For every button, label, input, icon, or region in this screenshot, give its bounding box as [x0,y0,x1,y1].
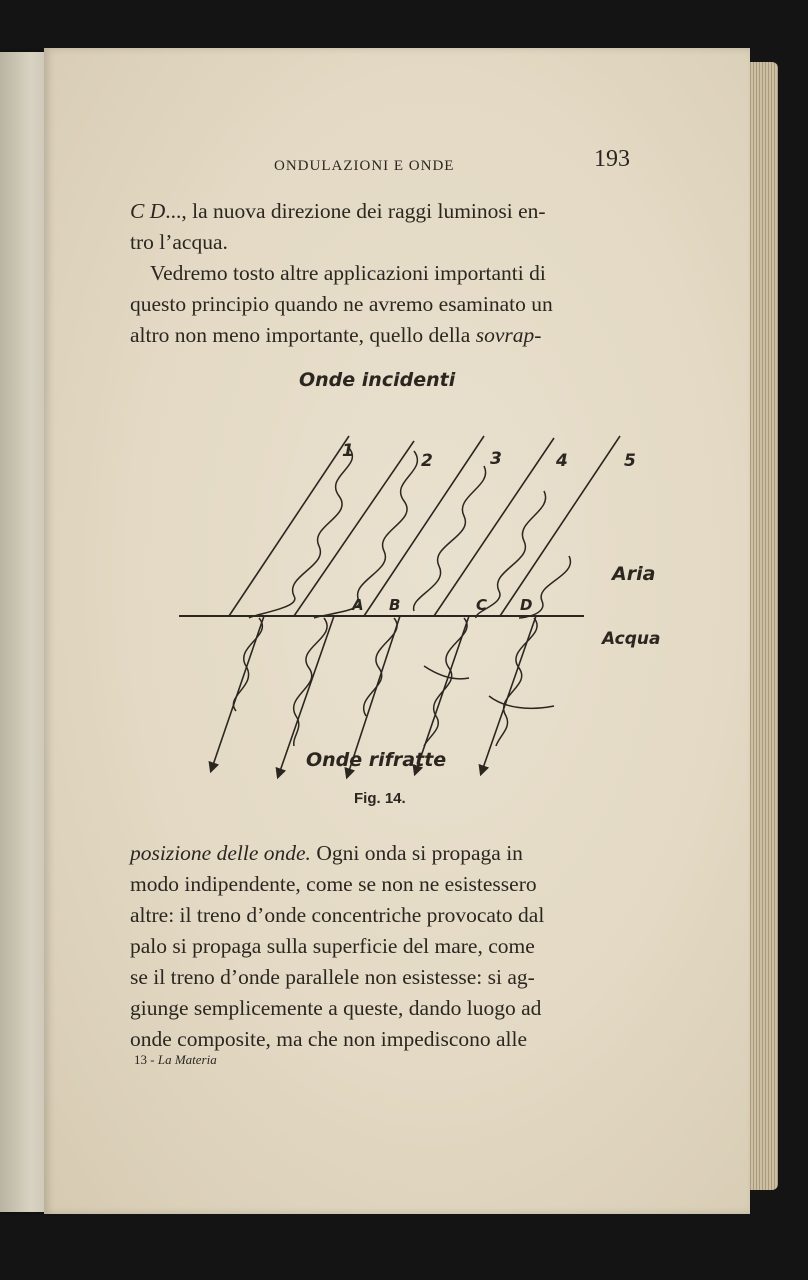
incident-wave [249,448,352,618]
incident-ray-1 [229,436,349,616]
refracted-wave [496,618,537,746]
text-line: modo indipendente, come se non ne esistessero [130,872,537,896]
text-line: questo principio quando ne avremo esaminato un [130,292,553,316]
incident-ray-2 [294,441,414,616]
text-line: altre: il treno d’onde concentriche provocato dal [130,903,545,927]
top-paragraph [130,196,630,351]
text-span: altro non meno importante, quello della [130,323,476,347]
text-line: se il treno d’onde parallele non esistesse: si ag- [130,965,535,989]
page-number: 193 [594,146,630,172]
text-line [130,838,630,869]
text-line: tro l’acqua. [130,230,228,254]
text-line: onde composite, ma che non impediscono alle [130,1027,528,1051]
italic-text: posizione delle onde. [130,841,311,865]
point-label-a: A [352,596,364,614]
refraction-diagram [124,356,661,776]
label-water: Acqua [602,629,661,649]
label-air: Aria [612,563,656,585]
ray-number-3: 3 [490,449,502,469]
footer-title: La Materia [157,1052,217,1067]
text-line: giunge semplicemente a queste, dando luogo ad [130,996,542,1020]
text-line: Vedremo tosto altre applicazioni importanti di [150,261,546,285]
text-span: Ogni onda si propaga in [310,841,523,865]
wavefront-arc [424,666,469,679]
refracted-ray-4 [416,616,469,771]
incident-wave [314,451,417,618]
ray-number-1: 1 [342,441,354,461]
book-page [44,48,750,1214]
italic-text: C D [130,199,166,223]
figure-caption: Fig. 14. [354,790,406,807]
refracted-wave [364,618,397,716]
page-footer [134,1052,217,1068]
running-head: ONDULAZIONI E ONDE [274,158,455,174]
text-line [130,196,630,227]
signature-number: 13 [134,1052,147,1067]
ray-number-5: 5 [624,451,636,471]
point-label-d: D [520,596,533,614]
text-line [130,320,630,351]
refracted-wave [294,618,327,746]
footer-separator: - [150,1052,158,1067]
ray-number-2: 2 [421,451,433,471]
incident-wave-squiggles [249,448,570,618]
ray-number-4: 4 [556,451,568,471]
refracted-ray-5 [482,616,536,771]
text-span: ..., la nuova direzione dei raggi luminosi en- [165,199,546,223]
text-line: palo si propaga sulla superficie del mare, come [130,934,535,958]
point-label-c: C [476,596,488,614]
bottom-paragraph [130,838,630,1055]
label-refracted-waves: Onde rifratte [306,749,447,771]
point-label-b: B [389,596,401,614]
wavefront-arc [489,696,554,708]
italic-text: sovrap- [475,323,542,347]
label-incident-waves: Onde incidenti [299,369,456,391]
